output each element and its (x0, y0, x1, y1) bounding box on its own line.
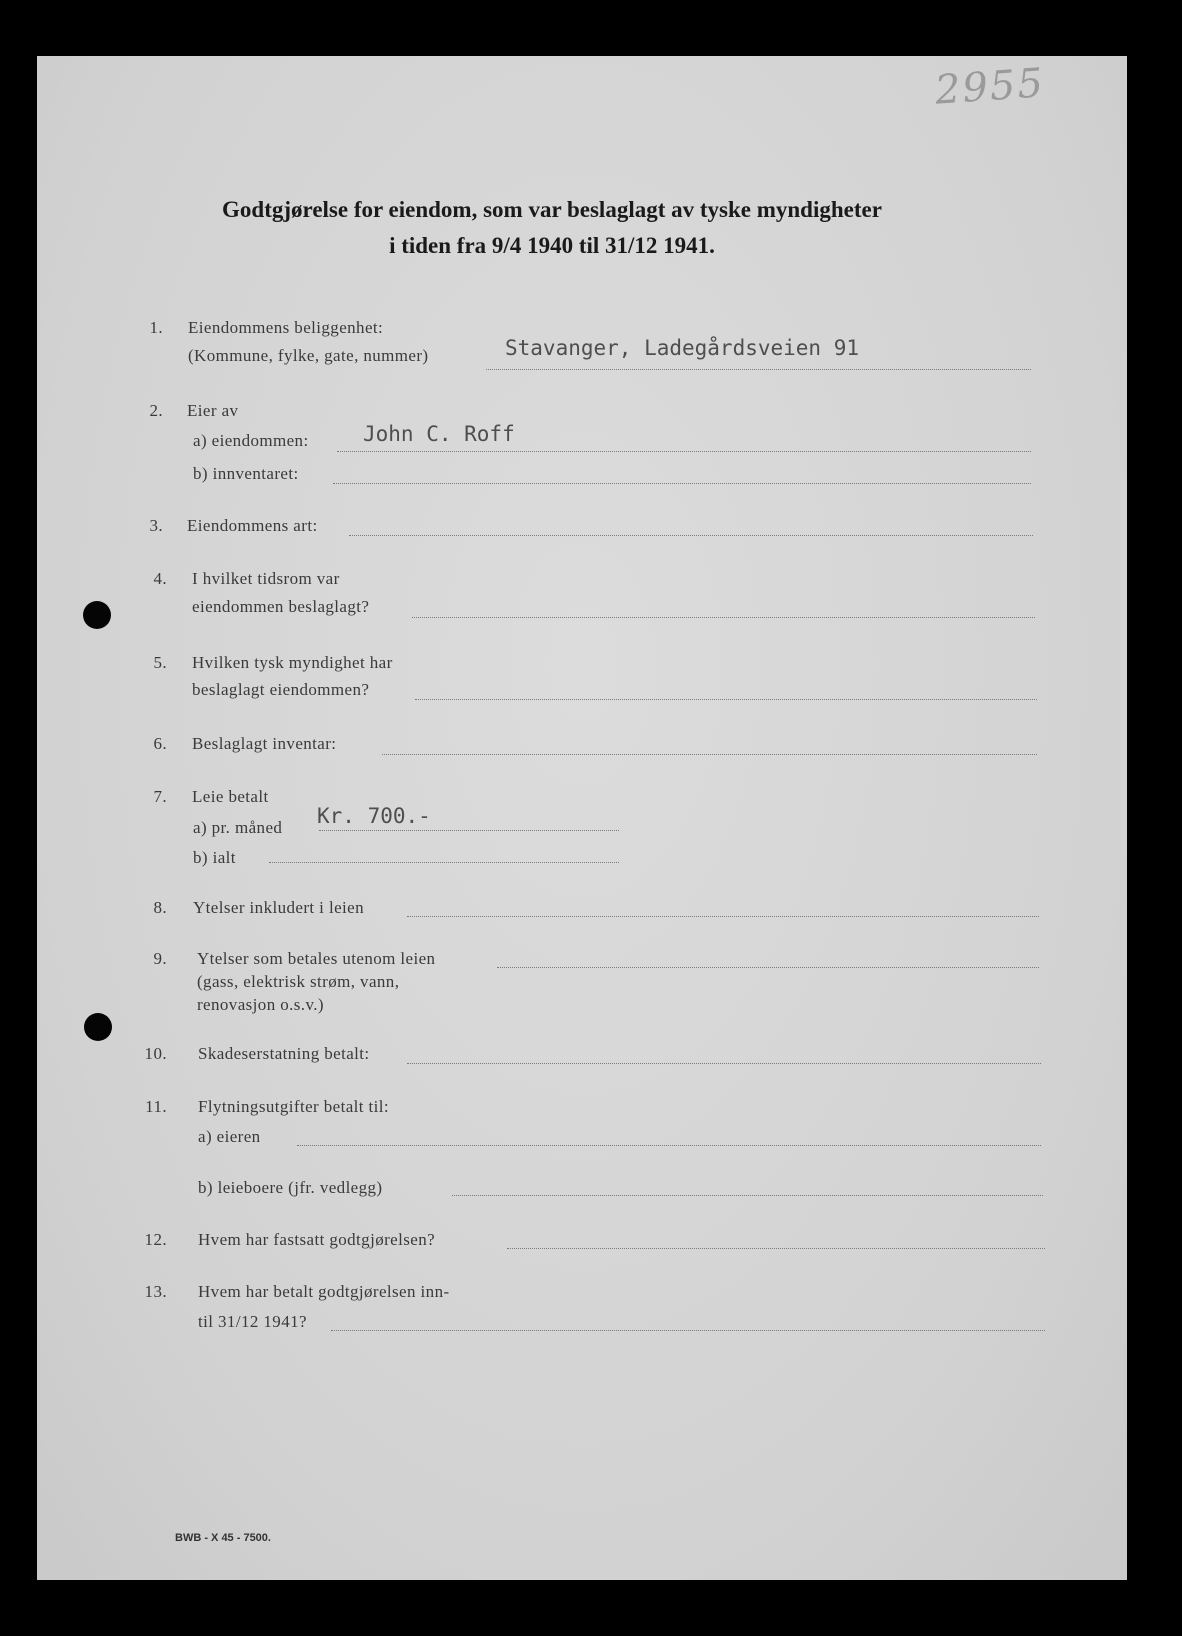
item-13-number: 13. (144, 1282, 167, 1301)
item-11a-fill-line[interactable] (297, 1145, 1041, 1146)
printer-code: BWB - X 45 - 7500. (175, 1532, 271, 1544)
item-2a-fill-line[interactable] (337, 451, 1031, 452)
item-7a-value: Kr. 700.- (317, 804, 431, 828)
title-line-2: i tiden fra 9/4 1940 til 31/12 1941. (389, 233, 715, 258)
form-title (137, 192, 967, 264)
item-9-number: 9. (153, 949, 167, 968)
item-12-number: 12. (144, 1230, 167, 1249)
item-2b-fill-line[interactable] (333, 483, 1031, 484)
item-2b-label: b) innventaret: (193, 464, 299, 483)
item-13-fill-line[interactable] (331, 1330, 1045, 1331)
item-8-fill-line[interactable] (407, 916, 1039, 917)
title-line-1: Godtgjørelse for eiendom, som var beslaglagt av tyske myndigheter (222, 197, 882, 222)
item-2-number: 2. (149, 401, 163, 420)
item-7a-fill-line[interactable] (319, 830, 619, 831)
punch-hole-top (83, 601, 111, 629)
item-2a-label: a) eiendommen: (193, 431, 309, 450)
item-1-number: 1. (149, 318, 163, 337)
item-12-fill-line[interactable] (507, 1248, 1045, 1249)
item-13-label-line-2: til 31/12 1941? (198, 1312, 307, 1331)
item-5-label-line-1: Hvilken tysk myndighet har (192, 653, 393, 672)
handwritten-page-number: 2955 (933, 60, 1047, 114)
item-3-fill-line[interactable] (349, 535, 1033, 536)
form-page (37, 56, 1127, 1580)
item-9-label-line-1: Ytelser som betales utenom leien (197, 949, 436, 968)
item-8-label: Ytelser inkludert i leien (193, 898, 364, 917)
punch-hole-bottom (84, 1013, 112, 1041)
item-8-number: 8. (153, 898, 167, 917)
item-7a-label: a) pr. måned (193, 818, 283, 837)
item-6-label: Beslaglagt inventar: (192, 734, 337, 753)
item-4-number: 4. (153, 569, 167, 588)
item-9-label-line-3: renovasjon o.s.v.) (197, 995, 324, 1014)
item-11-number: 11. (145, 1097, 167, 1116)
item-5-label-line-2: beslaglagt eiendommen? (192, 680, 370, 699)
item-1-fill-line[interactable] (486, 369, 1031, 370)
item-10-label: Skadeserstatning betalt: (198, 1044, 370, 1063)
item-10-fill-line[interactable] (407, 1063, 1041, 1064)
item-1-label-line-2: (Kommune, fylke, gate, nummer) (188, 346, 429, 365)
item-7-label: Leie betalt (192, 787, 269, 806)
item-1-label-line-1: Eiendommens beliggenhet: (188, 318, 384, 337)
item-3-label: Eiendommens art: (187, 516, 318, 535)
item-4-label-line-1: I hvilket tidsrom var (192, 569, 340, 588)
item-5-fill-line[interactable] (415, 699, 1037, 700)
item-11a-label: a) eieren (198, 1127, 261, 1146)
item-6-number: 6. (153, 734, 167, 753)
item-7b-fill-line[interactable] (269, 862, 619, 863)
item-11-label: Flytningsutgifter betalt til: (198, 1097, 390, 1116)
item-2-label: Eier av (187, 401, 239, 420)
item-5-number: 5. (153, 653, 167, 672)
item-4-label-line-2: eiendommen beslaglagt? (192, 597, 370, 616)
item-4-fill-line[interactable] (412, 617, 1035, 618)
item-7-number: 7. (153, 787, 167, 806)
item-7b-label: b) ialt (193, 848, 236, 867)
item-9-fill-line[interactable] (497, 967, 1039, 968)
item-6-fill-line[interactable] (382, 754, 1037, 755)
item-11b-fill-line[interactable] (452, 1195, 1043, 1196)
item-13-label-line-1: Hvem har betalt godtgjørelsen inn- (198, 1282, 450, 1301)
item-2a-value: John C. Roff (363, 422, 515, 446)
item-1-value: Stavanger, Ladegårdsveien 91 (505, 336, 860, 360)
item-9-label-line-2: (gass, elektrisk strøm, vann, (197, 972, 400, 991)
item-12-label: Hvem har fastsatt godtgjørelsen? (198, 1230, 436, 1249)
item-10-number: 10. (144, 1044, 167, 1063)
item-3-number: 3. (149, 516, 163, 535)
item-11b-label: b) leieboere (jfr. vedlegg) (198, 1178, 383, 1197)
